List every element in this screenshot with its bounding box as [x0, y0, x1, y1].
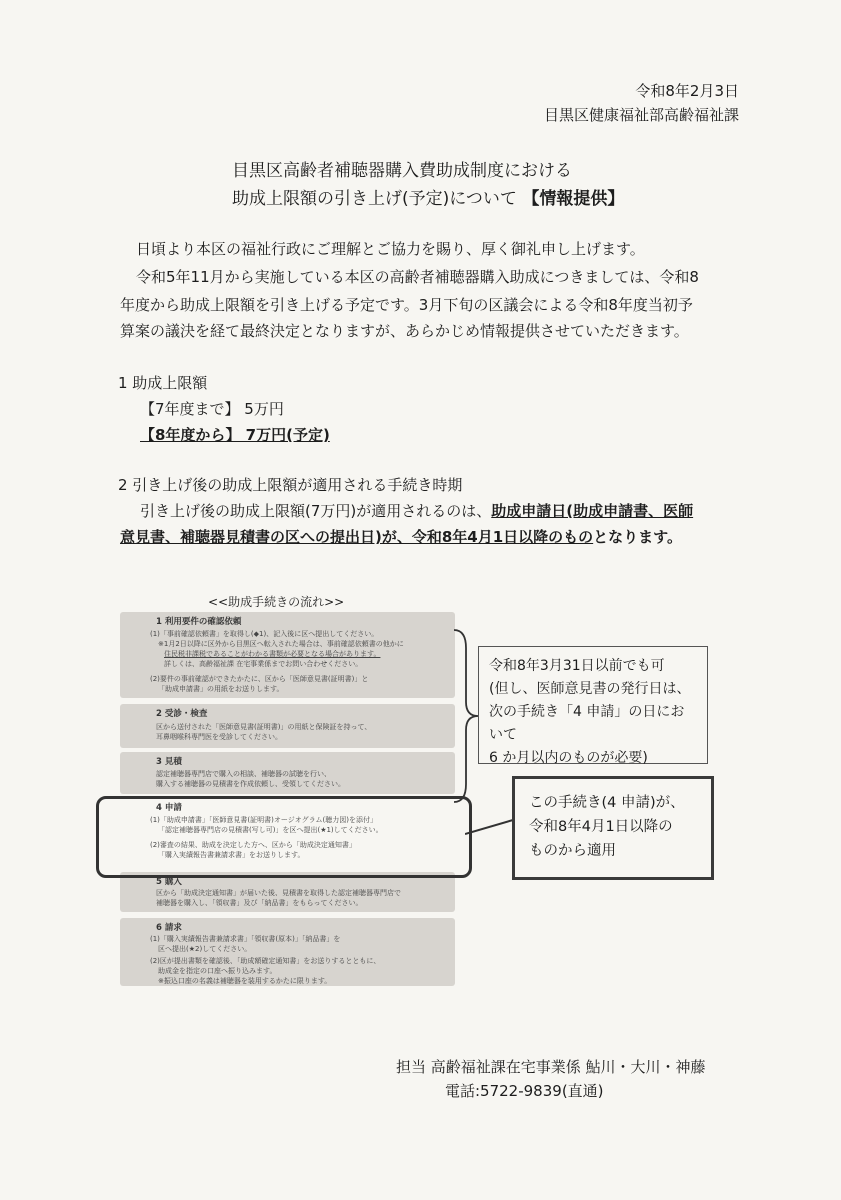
flow-step-3-line1: 認定補聴器専門店で購入の相談、補聴器の試聴を行い、: [156, 770, 331, 778]
flow-step-4-line4: 「購入実績報告書兼請求書」をお送りします。: [158, 851, 305, 859]
flow-step-1-line4: 詳しくは、高齢福祉課 在宅事業係までお問い合わせください。: [164, 660, 363, 668]
limit-from-fy8: 【8年度から】 7万円(予定): [140, 426, 330, 444]
title-main: 助成上限額の引き上げ(予定)について: [232, 189, 517, 209]
step4-highlight-frame: [96, 796, 472, 878]
flow-step-5-heading: 5 購入: [156, 877, 182, 887]
issuing-department: 目黒区健康福祉部高齢福祉課: [543, 106, 739, 124]
contact-phone: 電話:5722-9839(直通): [445, 1082, 604, 1100]
note1-line3: 次の手続き「4 申請」の日において: [489, 704, 685, 743]
flow-step-4-line1: (1)「助成申請書」「医師意見書(証明書)オージオグラム(聴力図)を添付」: [150, 816, 377, 824]
section2-line2-emphasis: 意見書、補聴器見積書の区への提出日)が、令和8年4月1日以降のもの: [120, 528, 594, 546]
note2-line2: 令和8年4月1日以降の: [529, 819, 673, 835]
note2-line1: この手続き(4 申請)が、: [529, 795, 685, 811]
flow-step-1-line1: (1)「事前確認依頼書」を取得し(◆1)、記入後に区へ提出してください。: [150, 630, 379, 638]
flow-step-3-heading: 3 見積: [156, 757, 182, 767]
flow-step-5: [120, 872, 455, 912]
note1-line1: 令和8年3月31日以前でも可: [489, 658, 665, 674]
flow-step-4-line3: (2)審査の結果、助成を決定した方へ、区から「助成決定通知書」: [150, 841, 356, 849]
note1-line4: 6 か月以内のものが必要): [489, 750, 648, 766]
flow-title: <<助成手続きの流れ>>: [208, 595, 345, 609]
flow-step-1: [120, 612, 455, 698]
title-tag: 【情報提供】: [522, 189, 625, 209]
flow-step-1-heading: 1 利用要件の確認依頼: [156, 617, 242, 627]
flow-step-1-line5: (2)要件の事前確認ができたかたに、区から「医師意見書(証明書)」と: [150, 675, 369, 683]
section2-line1: [140, 500, 693, 521]
contact-person: 担当 高齢福祉課在宅事業係 鮎川・大川・神藤: [396, 1058, 706, 1076]
flow-step-2-heading: 2 受診・検査: [156, 709, 208, 719]
flow-step-6-line2: 区へ提出(★2)してください。: [158, 945, 252, 953]
limit-until-fy7: 【7年度まで】 5万円: [140, 400, 284, 418]
intro-paragraph-1: 日頃より本区の福祉行政にご理解とご協力を賜り、厚く御礼申し上げます。: [136, 240, 645, 258]
document-title-line2: [232, 184, 624, 209]
flow-step-6-heading: 6 請求: [156, 923, 182, 933]
note-step1-3-box: [478, 646, 708, 764]
flow-step-3: [120, 752, 455, 794]
intro-paragraph-2-line3: 算案の議決を経て最終決定となりますが、あらかじめ情報提供させていただきます。: [120, 322, 689, 340]
note1-line2: (但し、医師意見書の発行日は、: [489, 681, 691, 697]
section2-line1-plain: 引き上げ後の助成上限額(7万円)が適用されるのは、: [140, 502, 492, 520]
intro-paragraph-2-line2: 年度から助成上限額を引き上げる予定です。3月下旬の区議会による令和8年度当初予: [120, 296, 693, 314]
flow-step-6: [120, 918, 455, 986]
flow-step-5-line1: 区から「助成決定通知書」が届いた後、見積書を取得した認定補聴器専門店で: [156, 889, 401, 897]
section1-heading: 1 助成上限額: [118, 374, 208, 392]
flow-step-6-line4: 助成金を指定の口座へ振り込みます。: [158, 967, 277, 975]
flow-step-2-line1: 区から送付された「医師意見書(証明書)」の用紙と保険証を持って、: [156, 723, 372, 731]
section2-line1-emphasis: 助成申請日(助成申請書、医師: [491, 502, 694, 520]
flow-step-1-line3: 住民税非課税であることがわかる書類が必要となる場合があります。: [164, 650, 381, 658]
document-title-line1: 目黒区高齢者補聴器購入費助成制度における: [232, 161, 572, 181]
section2-line2: [120, 526, 682, 547]
section2-line2-tail: となります。: [593, 528, 682, 546]
flow-step-6-line5: ※振込口座の名義は補聴器を装用するかたに限ります。: [158, 977, 332, 985]
connector-line: [465, 818, 515, 838]
flow-step-6-line3: (2)区が提出書類を確認後、「助成額確定通知書」をお送りするとともに、: [150, 957, 381, 965]
flow-step-2-line2: 耳鼻咽喉科専門医を受診してください。: [156, 733, 282, 741]
intro-paragraph-2-line1: 令和5年11月から実施している本区の高齢者補聴器購入助成につきましては、令和8: [136, 268, 699, 286]
note-step4-box: [512, 776, 714, 880]
flow-step-4-line2: 「認定補聴器専門店の見積書(写し可)」を区へ提出(★1)してください。: [158, 826, 383, 834]
flow-step-1-line6: 「助成申請書」の用紙をお送りします。: [158, 685, 284, 693]
right-brace-icon: [452, 628, 480, 804]
flow-step-2: [120, 704, 455, 748]
flow-step-4-heading: 4 申請: [156, 803, 182, 813]
document-date: 令和8年2月3日: [635, 82, 739, 100]
note2-line3: ものから適用: [529, 843, 616, 859]
flow-step-3-line2: 購入する補聴器の見積書を作成依頼し、受領してください。: [156, 780, 345, 788]
flow-step-6-line1: (1)「購入実績報告書兼請求書」「領収書(原本)」「納品書」を: [150, 935, 341, 943]
section2-heading: 2 引き上げ後の助成上限額が適用される手続き時期: [118, 476, 463, 494]
flow-step-5-line2: 補聴器を購入し、「領収書」及び「納品書」をもらってください。: [156, 899, 363, 907]
flow-step-1-line2: ※1月2日以降に区外から目黒区へ転入された場合は、事前確認依頼書の他かに: [158, 640, 404, 648]
